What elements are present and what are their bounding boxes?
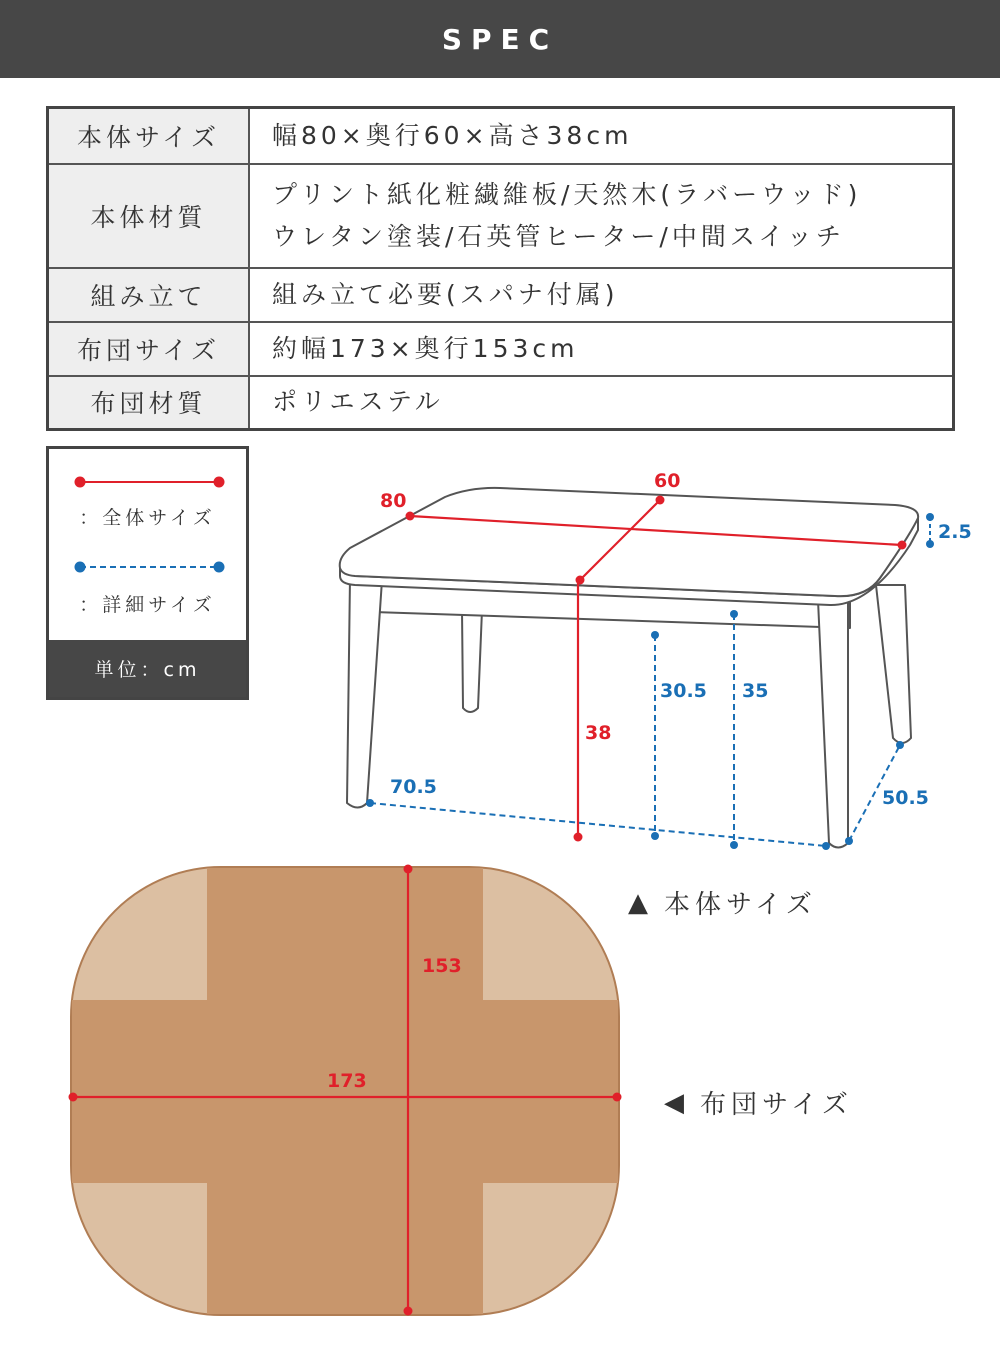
futon-width-label: 173 (327, 1070, 367, 1092)
spec-label: 組み立て (48, 268, 250, 322)
spec-value-line: ウレタン塗装/石英管ヒーター/中間スイッチ (272, 221, 845, 251)
leg-width-label: 70.5 (390, 776, 437, 798)
dimension-dot-icon (822, 842, 830, 850)
spec-label: 本体サイズ (48, 108, 250, 164)
spec-value-line: ポリエステル (272, 387, 444, 417)
spec-value-line: 幅80×奥行60×高さ38cm (272, 120, 633, 150)
dimension-dot-icon (651, 832, 659, 840)
dimension-dot-icon (926, 513, 934, 521)
table-caption-text: 本体サイズ (664, 890, 817, 920)
leg-width-line (370, 803, 826, 846)
dimension-dot-icon (656, 496, 665, 505)
futon-depth-label: 153 (422, 955, 462, 977)
table-top-surface (340, 488, 918, 596)
dimension-dot-icon (69, 1093, 78, 1102)
table-back-right-leg (876, 585, 911, 743)
dimension-dot-icon (651, 631, 659, 639)
width-label: 80 (380, 490, 407, 512)
triangle-left-icon: ◀ (664, 1087, 684, 1118)
dimension-dot-icon (404, 865, 413, 874)
under-height-label: 30.5 (660, 680, 707, 702)
page-title: SPEC (441, 22, 559, 56)
depth-label: 60 (654, 470, 681, 492)
futon-caption (664, 1084, 853, 1121)
top-thickness-label: 2.5 (938, 521, 972, 543)
detail-size-label: ：詳細サイズ (79, 594, 216, 616)
dimension-dot-icon (845, 837, 853, 845)
table-back-left-leg (462, 610, 482, 712)
dimension-dot-icon (404, 1307, 413, 1316)
spec-value-line: プリント紙化粧繊維板/天然木(ラバーウッド) (272, 179, 862, 209)
spec-label: 布団材質 (48, 376, 250, 430)
table-front-right-leg (818, 600, 848, 848)
leg-depth-label: 50.5 (882, 787, 929, 809)
dimension-dot-icon (406, 512, 415, 521)
table-front-left-leg (347, 578, 382, 808)
table-caption (628, 884, 817, 921)
dimension-dot-icon (576, 576, 585, 585)
overall-size-label: ：全体サイズ (79, 507, 216, 529)
dimension-dot-icon (896, 741, 904, 749)
unit-label: 単位：cm (49, 640, 246, 697)
spec-value-line: 組み立て必要(スパナ付属) (272, 279, 619, 309)
dimension-dot-icon (574, 833, 583, 842)
dimension-dot-icon (926, 540, 934, 548)
frame-height-label: 35 (742, 680, 769, 702)
dimension-dot-icon (730, 610, 738, 618)
dimension-dot-icon (898, 541, 907, 550)
dimension-dot-icon (613, 1093, 622, 1102)
spec-label: 本体材質 (48, 164, 250, 268)
dimension-dot-icon (730, 841, 738, 849)
triangle-up-icon: ▲ (628, 887, 648, 918)
spec-label: 布団サイズ (48, 322, 250, 376)
height-label: 38 (585, 722, 612, 744)
spec-value-line: 約幅173×奥行153cm (272, 333, 579, 363)
dimension-dot-icon (366, 799, 374, 807)
futon-caption-text: 布団サイズ (700, 1090, 853, 1120)
